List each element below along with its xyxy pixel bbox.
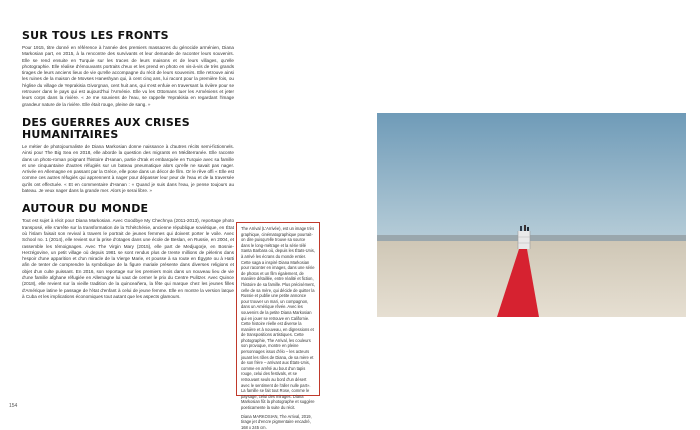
- stairs: [518, 231, 530, 249]
- caption-text: The Arrival (L'Arrivée), est un image très graphique, cinématographique pourrait-on dire puisqu'elle trouve sa source dans le long-métrage et la série télé Santa Barbara où, depuis les États-Unis, à arrivé les écrans du monde entier. Cette saga a inspiré Diana Markosian pour raconter en images, dans une série de photos et un film également, de manière détaillée, entre réalité et fiction, l'histoire de sa famille. Plus précisément, celle de sa mère, qui décide de quitter la Russie et publie une petite annonce pour trouver un mari, un compagnon, dans un Amérique rêvée. Avec les souvenirs de la petite Diana Markosian qui en jouer se retrouve en Californie. Cette histoire réelle est diverse la manière et à nouveau, en digressions et de transpositions artistiques. Cette photographie, The Arrival, les couleurs son provoque, montre en pleine personnages issus d'élo – les acteurs jouant les rôles de Diana, de sa mère et de son frère – arrivant aux États-Unis, comme en arrêté au bout d'un tapis rouge, celui des festivals, et se retrouvant seuls au bord d'un désert avec le sentiment de l'aller nulle part». La famille se fait tout Rose, comme le paysage, celui des mirages. Diana Markosian fût la photographe et suggère poeticamente la suite du récit.: [241, 226, 315, 410]
- figure: [524, 225, 526, 231]
- mountains: [377, 235, 686, 241]
- caption-credit: Diana MARKOSIAN, The Arrival, 2019, tirage jet d'encre pigmentaire encadré, 168 x 245 cm.: [241, 413, 312, 430]
- article-columns: [22, 30, 234, 309]
- caption-box: [236, 222, 320, 430]
- page-number: 154: [9, 403, 18, 409]
- section-heading: AUTOUR DU MONDE: [22, 202, 149, 216]
- section-heading: DES GUERRES AUX CRISES HUMANITAIRES: [22, 115, 190, 141]
- section-text: Pour 1915, titre donné en référence à l'année des premiers massacres du génocide arménien, Diana Markosian part, en 2015, à la rencontre des survivants et leur demande de raconter leurs souvenirs. Elle se rend ensuite en Turquie sur les traces de leurs maisons et de leurs villages, qu'elle photographie. Elle réalise d'émouvants portraits d'eux et les prend en photo en vis-à-vis de très grands tirages de leurs anciens lieux de vie qu'elle accompagne du récit de leurs souvenirs. Elle retrouve ainsi les ruines de la maison de Movses Haneshyan qui, à cent cinq ans, lui racont pour la première fois, ou l'église du village de Yeprakisia Givorgnan, cent huit ans, qui s'est enfuie en traversant la rivière pour se retrouver dans le pays qui est aujourd'hui l'Arménie. Elle vu les Ottomans tuer les Arméniens et jeter leurs corps dans la rivière. « Je me souviens de l'eau, se rappelle Yeprakisia en regardant l'image grandeur nature de la rivière. Elle était rouge, pleine de sang. »: [22, 45, 234, 107]
- section-text: Tout est sujet à récit pour Diana Markosian. Avec Goodbye My Chechnya (2011-2013), reportage photo transposé, elle s'arrête sur la transformation de la Tchétchénie, ancienne république soviétique, en État où l'islam faisait son revival à travers le portrait de jeunes femmes qui doivent porter le voile. Avec School no. 1 (2014), elle revient sur la prise d'otages dans une école de Beslan, en Russie, en 2004, et rassemble les témoignages. Avec The Virgin Mary (2015), elle part de Medjugorje, en Bosnie-Herzégovine, un petit village où depuis 1981 se sont rendus plus de trente millions de pèlerins dans l'espoir d'une apparition et d'un miracle de la Vierge Marie, et pousse à sa route en Égypte ou à Haïti afin de tenter de comprendre la symbolique de la figure mariale présente dans diverses religions et objet d'un culte puissant. En 2016, son reportage sur les premiers mois dans un nouveau lieu de vie d'une famille afghane réfugiée en Allemagne lui vaut de cerner le prix du Centre Pulitzer. Avec Quince (2018), elle revient sur la vieille tradition de la quinceañera, la fête qui marque chez les jeunes filles d'Amérique latine le passage de l'état d'enfant à celui de jeune femme. Elle en montre la version laïque à Cuba et les implications économiques tout autant que les aspects glamours.: [22, 218, 234, 299]
- section-text: Le métier de photojournaliste de Diana Markosian donne naissance à d'autres récits semi-fictionnels. Ainsi pour The Big Sea en 2018, elle aborde la question des migrants en Méditerranée. Elle raconte dans un photo-roman poignant l'histoire d'Hanan, partie d'Irak et embarquée en Turquie avec sa famille et une cinquantaine d'autres réfugiés sur un bateau pneumatique alors qu'elle ne savait pas nager. Arrivée en Allemagne en passant par la Grèce, elle pose dans un décor de film. Or le rêve offi « Elle est comme ces autres réfugiés qui apprennent à nager pour dépasser leur peur de l'eau et de la traversée qu'ils ont effectuée. « Et en commentaire d'Hanan : « Quand je suis dans l'eau, je pense toujours au bateau. Je veux nager dans la grande mer. Alors je serai libre. »: [22, 143, 234, 194]
- photo-the-arrival: [377, 113, 686, 317]
- figure: [520, 226, 522, 231]
- section-sur-tous-les-fronts: [22, 30, 234, 108]
- section-autour-du-monde: [22, 203, 234, 300]
- figure: [527, 227, 529, 231]
- section-des-guerres: [22, 117, 234, 194]
- sky: [377, 113, 686, 241]
- section-heading: SUR TOUS LES FRONTS: [22, 29, 169, 42]
